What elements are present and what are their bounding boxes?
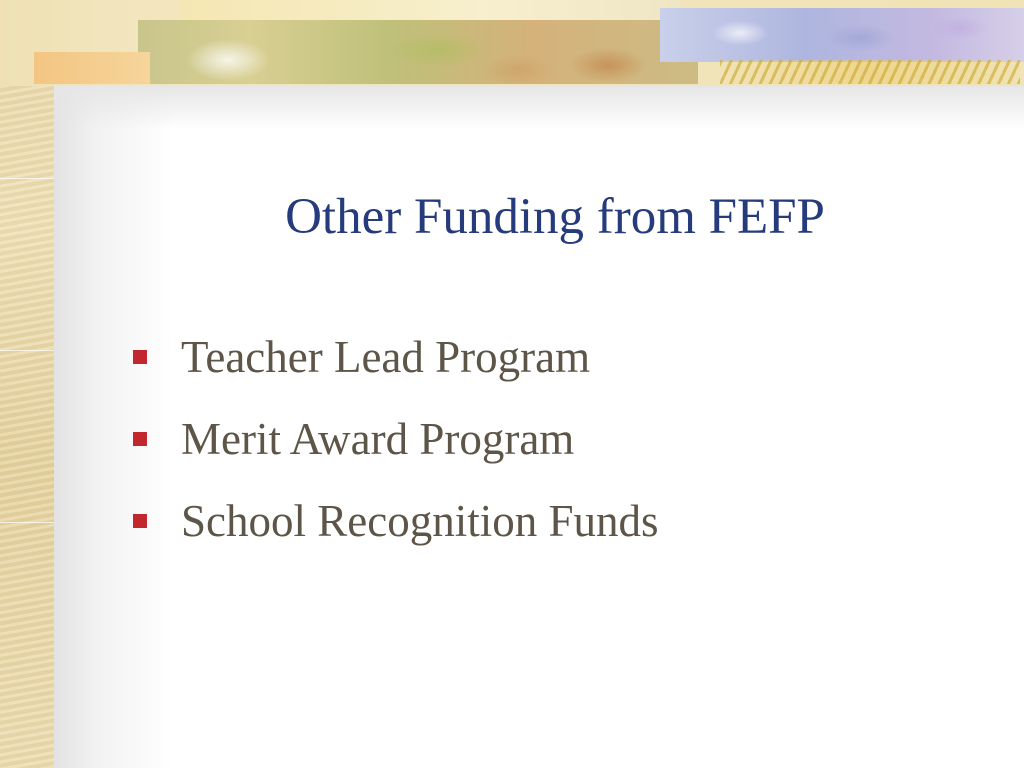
banner-tile-leaves [138, 20, 698, 84]
slide-title: Other Funding from FEFP [285, 189, 825, 245]
bullet-text: Teacher Lead Program [181, 332, 591, 382]
parchment-seam [0, 522, 54, 523]
parchment-seam [0, 178, 54, 179]
bullet-text: Merit Award Program [181, 414, 575, 464]
banner-tile-light [180, 0, 680, 22]
bullet-item [130, 406, 659, 488]
bullet-list [130, 324, 659, 570]
bullet-item [130, 324, 659, 406]
banner-tile-orange [34, 52, 150, 84]
square-bullet-icon [133, 514, 147, 528]
banner-shadow [54, 86, 1024, 130]
bullet-item [130, 488, 659, 570]
banner-tile-blue [660, 8, 1024, 62]
bullet-text: School Recognition Funds [181, 496, 659, 546]
parchment-seam [0, 350, 54, 351]
top-decorative-banner [0, 0, 1024, 86]
left-parchment-strip [0, 0, 54, 768]
banner-tile-wheat [720, 60, 1020, 84]
square-bullet-icon [133, 350, 147, 364]
square-bullet-icon [133, 432, 147, 446]
